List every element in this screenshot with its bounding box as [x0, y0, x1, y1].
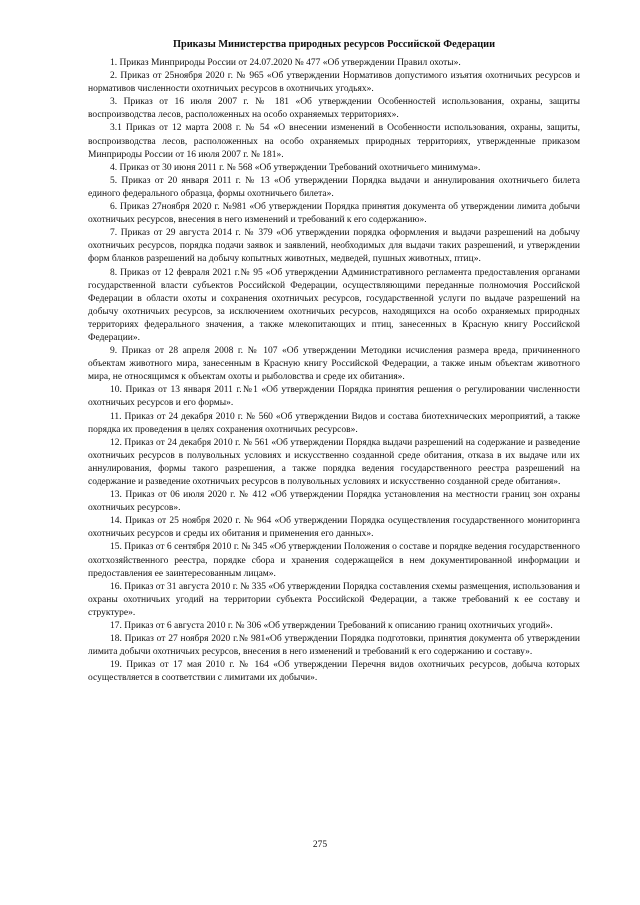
order-list-item: 4. Приказ от 30 июня 2011 г. № 568 «Об утверждении Требований охотничьего минимума».	[110, 162, 481, 173]
order-list-item: 5. Приказ от 20 января 2011 г. № 13 «Об утверждении Порядка выдачи и аннулирования охотничьего билета единого федерального образца, формы охотничьего билета».	[88, 175, 580, 199]
document-heading: Приказы Министерства природных ресурсов Российской Федерации	[172, 39, 496, 50]
order-list-item: 9. Приказ от 28 апреля 2008 г. № 107 «Об утверждении Методики исчисления размера вреда, причиненного объектам животного мира, занесенным в Красную книгу Российской Федерации, а также иным объектам животного мира, не относящимся к объектам охоты и рыболовства и среде их обитания».	[88, 346, 580, 383]
page-number: 275	[312, 840, 328, 850]
order-list-item: 11. Приказ от 24 декабря 2010 г. № 560 «Об утверждении Видов и состава биотехнических мероприятий, а также порядка их проведения в целях сохранения охотничьих ресурсов».	[88, 411, 580, 435]
order-list-item: 18. Приказ от 27 ноября 2020 г.№ 981«Об утверждении Порядка подготовки, принятия документа об утверждении лимита добычи охотничьих ресурсов, внесения в него изменений и требований к его содержанию и составу».	[88, 634, 580, 658]
order-list-item: 17. Приказ от 6 августа 2010 г. № 306 «Об утверждении Требований к описанию границ охотничьих угодий».	[110, 621, 553, 632]
order-list-item: 7. Приказ от 29 августа 2014 г. № 379 «Об утверждении порядка оформления и выдачи разрешений на добычу охотничьих ресурсов, порядка подачи заявок и заявлений, необходимых для выдачи таких разрешений, и утверждении форм бланков разрешений на добычу копытных животных, медведей, пушных животных, птиц».	[88, 228, 580, 265]
order-list-item: 3.1 Приказ от 12 марта 2008 г. № 54 «О внесении изменений в Особенности использования, охраны, защиты, воспроизводства лесов, расположенных на особо охраняемых природных территориях, утвержденные приказом Минприроды России от 16 июля 2007 г. № 181».	[88, 123, 580, 160]
order-list-item: 6. Приказ 27ноября 2020 г. №981 «Об утверждении Порядка принятия документа об утверждении лимита добычи охотничьих ресурсов, внесения в него изменений и требований к его содержанию».	[88, 202, 580, 226]
order-list-item: 16. Приказ от 31 августа 2010 г. № 335 «Об утверждении Порядка составления схемы размещения, использования и охраны охотничьих угодий на территории субъекта Российской Федерации, а также требований к ее составу и структуре».	[88, 581, 580, 618]
order-list-item: 10. Приказ от 13 января 2011 г.№1 «Об утверждении Порядка принятия решения о регулировании численности охотничьих ресурсов и его формы».	[88, 385, 580, 409]
order-list-item: 3. Приказ от 16 июля 2007 г. № 181 «Об утверждении Особенностей использования, охраны, защиты воспроизводства лесов, расположенных на особо охраняемых территориях».	[88, 97, 580, 121]
document-page	[88, 38, 580, 686]
order-list	[88, 57, 580, 686]
order-list-item: 14. Приказ от 25 ноября 2020 г. № 964 «Об утверждении Порядка осуществления государственного мониторинга охотничьих ресурсов и среды их обитания и применения его данных».	[88, 516, 580, 540]
order-list-item: 13. Приказ от 06 июля 2020 г. № 412 «Об утверждении Порядка установления на местности границ зон охраны охотничьих ресурсов».	[88, 490, 580, 514]
order-list-item: 15. Приказ от 6 сентября 2010 г. № 345 «Об утверждении Положения о составе и порядке ведения государственного охотхозяйственного реестра, порядке сбора и хранения содержащейся в нем документированной информации и предоставления ее заинтересованным лицам».	[88, 542, 580, 579]
order-list-item: 8. Приказ от 12 февраля 2021 г.№ 95 «Об утверждении Административного регламента предоставления органами государственной власти субъектов Российской Федерации, осуществляющими переданные полномочия Российской Федерации в области охоты и сохранения охотничьих ресурсов, государственной услуги по выдаче разрешений на добычу охотничьих ресурсов, за исключением охотничьих ресурсов, находящихся на особо охраняемых природных территориях федерального значения, а также млекопитающих и птиц, занесенных в Красную книгу Российской Федерации».	[88, 267, 580, 343]
order-list-item: 12. Приказ от 24 декабря 2010 г. № 561 «Об утверждении Порядка выдачи разрешений на содержание и разведение охотничьих ресурсов в полувольных условиях и искусственно созданной среде обитания, отказа в их выдаче или их аннулирования, формы такого разрешения, а также порядка ведения государственного реестра разрешений на содержание и разведение охотничьих ресурсов в полувольных условиях и искусственно созданной среде обитания».	[88, 437, 580, 487]
order-list-item: 2. Приказ от 25ноября 2020 г. № 965 «Об утверждении Нормативов допустимого изъятия охотничьих ресурсов и нормативов численности охотничьих ресурсов в охотничьих угодьях».	[88, 71, 580, 95]
order-list-item: 19. Приказ от 17 мая 2010 г. № 164 «Об утверждении Перечня видов охотничьих ресурсов, добыча которых осуществляется в соответствии с лимитами их добычи».	[88, 660, 580, 684]
order-list-item: 1. Приказ Минприроды России от 24.07.2020 № 477 «Об утверждении Правил охоты».	[110, 58, 461, 68]
